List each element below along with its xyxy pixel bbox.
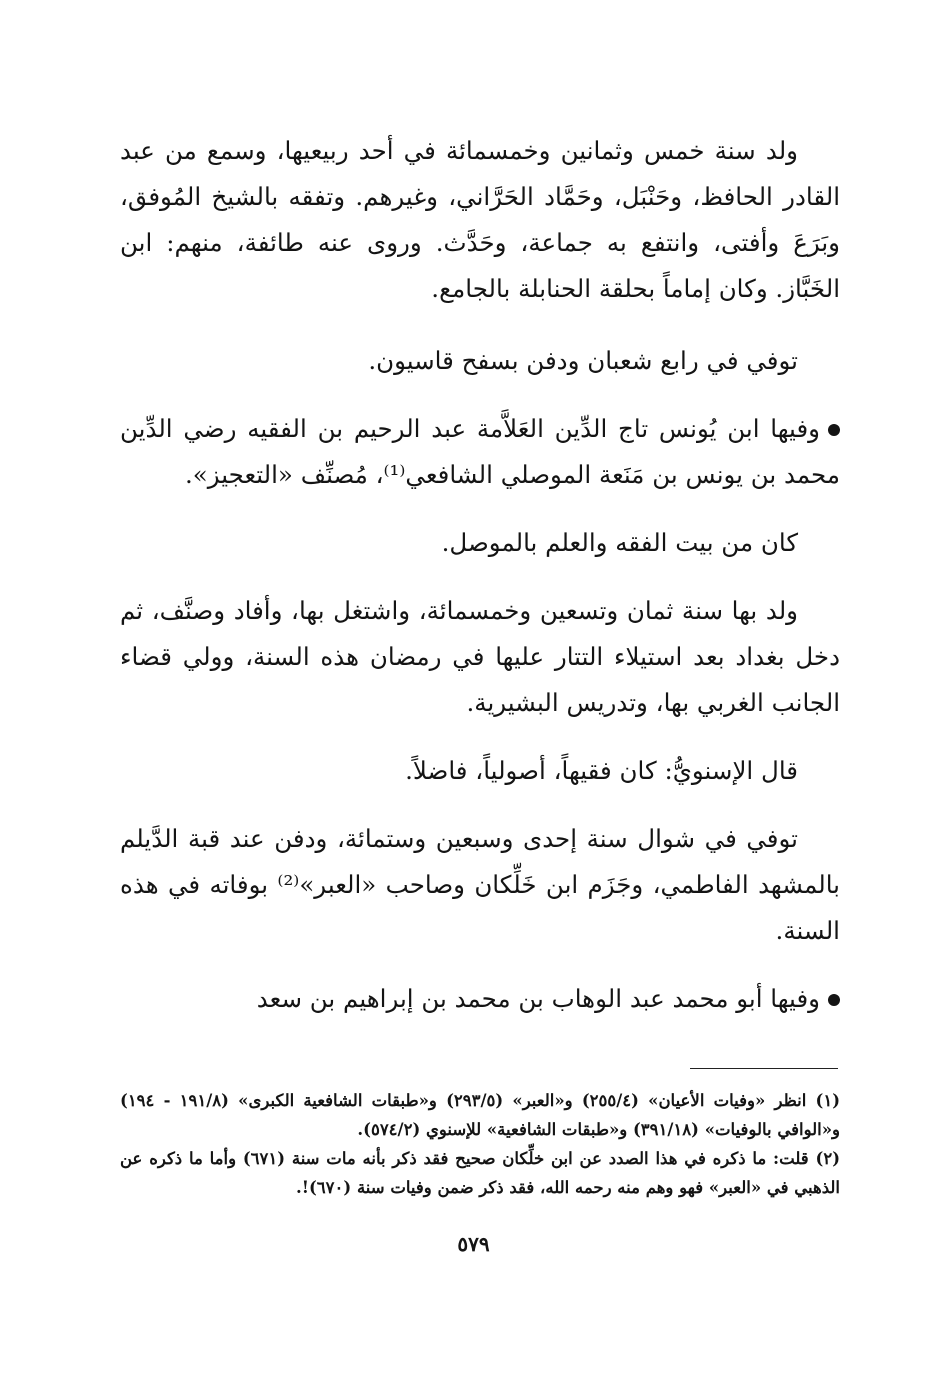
footnote-1: (١) انظر «وفيات الأعيان» (٢٥٥/٤) و«العبر» (٢٩٣/٥) و«طبقات الشافعية الكبرى» (١٩١/٨ - ١٩٤) و«الوافي بالوفيات» (٣٩١/١٨) و«طبقات الشافعية» للإسنوي (٥٧٤/٢). bbox=[120, 1091, 840, 1139]
paragraph-entry-ibn-yunus bbox=[120, 406, 840, 498]
entry-text: وفيها ابن يُونس تاج الدِّين العَلاَّمة عبد الرحيم بن الفقيه رضي الدِّين محمد بن يونس بن مَنَعة الموصلي الشافعي⁽¹⁾، مُصنِّف «التعجيز». bbox=[120, 414, 840, 489]
paragraph-quote: قال الإسنويُّ: كان فقيهاً، أصولياً، فاضلاً. bbox=[405, 756, 798, 785]
paragraph-death-2: توفي في شوال سنة إحدى وسبعين وستمائة، ودفن عند قبة الدَّيلم بالمشهد الفاطمي، وجَزَم ابن خَلِّكان وصاحب «العبر»⁽²⁾ بوفاته في هذه السنة. bbox=[120, 824, 840, 945]
bullet-icon bbox=[828, 424, 840, 436]
page-number: ٥٧٩ bbox=[457, 1232, 490, 1256]
paragraph-entry-abd-al-wahhab bbox=[120, 976, 840, 1022]
main-text bbox=[120, 128, 840, 1022]
paragraph-death: توفي في رابع شعبان ودفن بسفح قاسيون. bbox=[368, 346, 798, 375]
paragraph-family: كان من بيت الفقه والعلم بالموصل. bbox=[441, 528, 798, 557]
footnote-divider bbox=[690, 1068, 838, 1069]
footnote-2: (٢) قلت: ما ذكره في هذا الصدد عن ابن خلِّكان صحيح فقد ذكر بأنه مات سنة (٦٧١) وأما ما ذكره عن الذهبي في «العبر» فهو وهم منه رحمه الله، فقد ذكر ضمن وفيات سنة (٦٧٠)!. bbox=[120, 1149, 840, 1197]
entry-text: وفيها أبو محمد عبد الوهاب بن محمد بن إبراهيم بن سعد bbox=[256, 984, 820, 1013]
paragraph-career: ولد بها سنة ثمان وتسعين وخمسمائة، واشتغل بها، وأفاد وصنَّف، ثم دخل بغداد بعد استيلاء التتار عليها في رمضان هذه السنة، وولي قضاء الجانب الغربي بها، وتدريس البشيرية. bbox=[120, 596, 840, 717]
paragraph-birth: ولد سنة خمس وثمانين وخمسمائة في أحد ربيعيها، وسمع من عبد القادر الحافظ، وحَنْبَل، وحَمَّاد الحَرَّاني، وغيرهم. وتفقه بالشيخ المُوفق، وبَرَعَ وأفتى، وانتفع به جماعة، وحَدَّث. وروى عنه طائفة، منهم: ابن الخَبَّاز. وكان إماماً بحلقة الحنابلة بالجامع. bbox=[120, 136, 840, 303]
footnotes bbox=[120, 1086, 840, 1202]
bullet-icon bbox=[828, 994, 840, 1006]
